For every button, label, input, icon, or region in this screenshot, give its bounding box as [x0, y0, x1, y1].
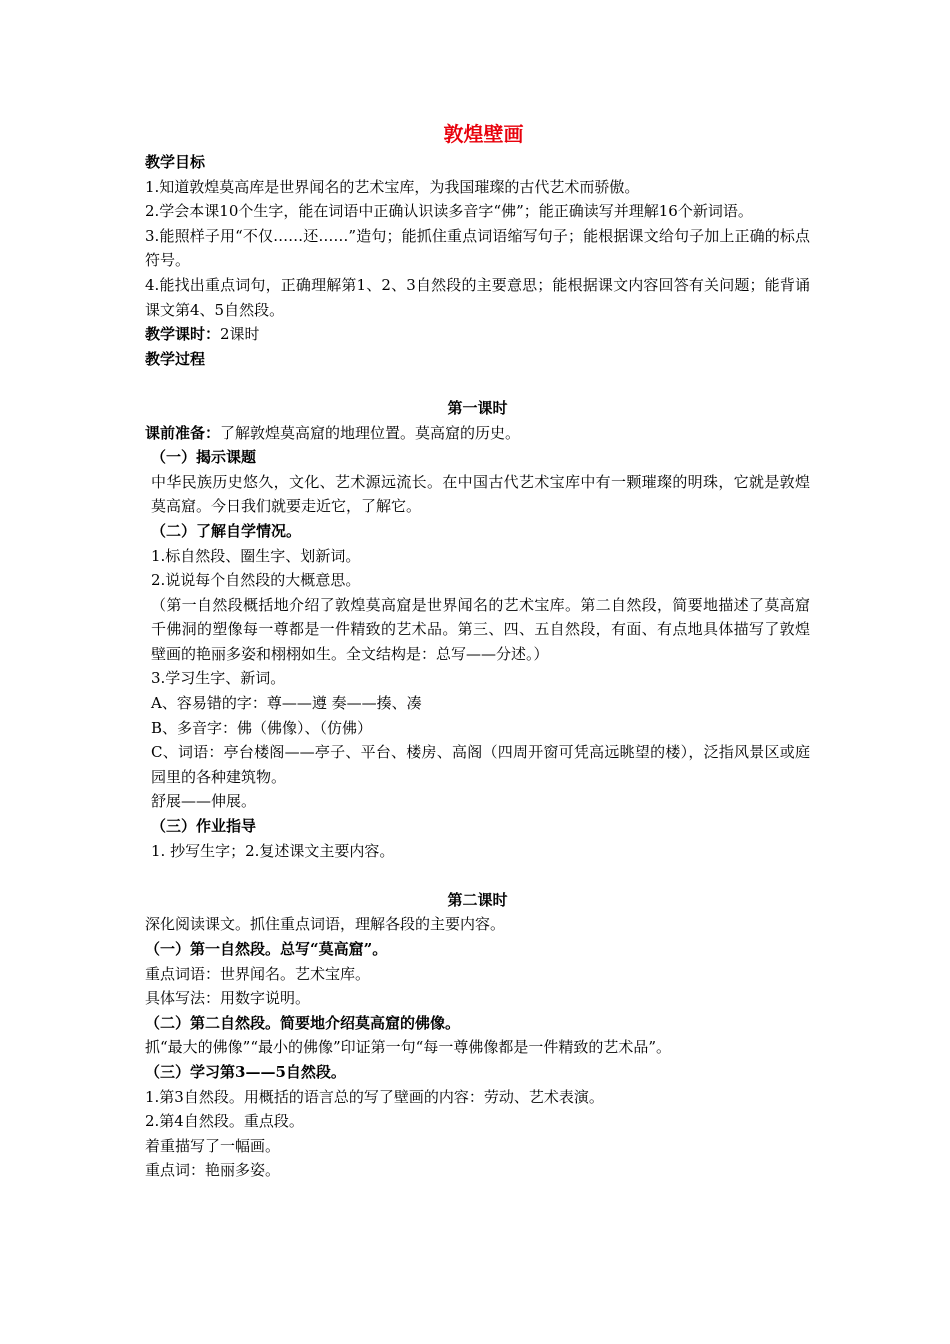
hours-label: 教学课时： [145, 325, 221, 344]
section-text: 2.第4自然段。重点段。 [145, 1112, 304, 1131]
document-body [145, 120, 810, 1183]
list-item: 2.说说每个自然段的大概意思。 [151, 571, 361, 590]
section-text: 中华民族历史悠久，文化、艺术源远流长。在中国古代艺术宝库中有一颗璀璨的明珠，它就是敦煌莫高窟。今日我们就要走近它，了解它。 [151, 472, 810, 516]
section-heading: （一）第一自然段。总写“莫高窟”。 [145, 940, 388, 958]
section-text: 抓“最大的佛像”“最小的佛像”印证第一句“每一尊佛像都是一件精致的艺术品”。 [145, 1038, 672, 1057]
section-text: 1.第3自然段。用概括的语言总的写了壁画的内容：劳动、艺术表演。 [145, 1087, 604, 1106]
goal-item: 4.能找出重点词句，正确理解第1、2、3自然段的主要意思；能根据课文内容回答有关问题；能背诵课文第4、5自然段。 [145, 275, 810, 319]
list-item: 1.标自然段、圈生字、划新词。 [151, 546, 361, 565]
section-text: 具体写法：用数字说明。 [145, 989, 311, 1008]
lesson1-prep [145, 421, 810, 446]
goal-item: 1.知道敦煌莫高库是世界闻名的艺术宝库，为我国璀璨的古代艺术而骄傲。 [145, 177, 640, 196]
lesson2-heading: 第二课时 [447, 890, 508, 909]
goal-item: 3.能照样子用“不仅……还……”造句；能抓住重点词语缩写句子；能根据课文给句子加上正确的标点符号。 [145, 226, 810, 270]
section-text: 重点词语：世界闻名。艺术宝库。 [145, 964, 371, 983]
section-heading: （一）揭示课题 [151, 448, 257, 467]
list-item: 舒展——伸展。 [151, 792, 257, 811]
document-title: 敦煌壁画 [443, 122, 524, 146]
list-item: B、多音字：佛（佛像）、（仿佛） [151, 718, 373, 737]
section-heading: （三）作业指导 [151, 817, 257, 836]
summary-text: （第一自然段概括地介绍了敦煌莫高窟是世界闻名的艺术宝库。第二自然段，简要地描述了莫高窟千佛洞的塑像每一尊都是一件精致的艺术品。第三、四、五自然段，有面、有点地具体描写了敦煌壁画的艳丽多姿和栩栩如生。全文结构是：总写——分述。） [151, 595, 810, 663]
goal-item: 2.学会本课10个生字，能在词语中正确认识读多音字“佛”；能正确读写并理解16个新词语。 [145, 202, 753, 221]
section-heading: （二）了解自学情况。 [151, 521, 302, 540]
section-text: 1. 抄写生字；2.复述课文主要内容。 [151, 841, 395, 860]
list-item: C、词语：亭台楼阁——亭子、平台、楼房、高阁（四周开窗可凭高远眺望的楼），泛指风景区或庭园里的各种建筑物。 [151, 743, 810, 786]
lesson2-intro: 深化阅读课文。抓住重点词语，理解各段的主要内容。 [145, 915, 506, 934]
list-item: A、容易错的字：尊——遵 奏——揍、凑 [151, 694, 422, 713]
list-item: 3.学习生字、新词。 [151, 669, 286, 688]
hours-line [145, 322, 810, 347]
prep-text: 了解敦煌莫高窟的地理位置。莫高窟的历史。 [220, 423, 521, 442]
section-text: 着重描写了一幅画。 [145, 1136, 281, 1155]
section-heading: （三）学习第3——5自然段。 [145, 1062, 346, 1081]
section-heading: （二）第二自然段。简要地介绍莫高窟的佛像。 [145, 1013, 461, 1032]
process-heading: 教学过程 [145, 349, 206, 368]
lesson1-heading: 第一课时 [447, 398, 508, 417]
section-text: 重点词：艳丽多姿。 [145, 1161, 281, 1180]
prep-label: 课前准备： [145, 423, 221, 442]
spacer [145, 371, 810, 396]
hours-value: 2课时 [220, 325, 260, 344]
goals-heading: 教学目标 [145, 153, 206, 171]
spacer [145, 863, 810, 888]
